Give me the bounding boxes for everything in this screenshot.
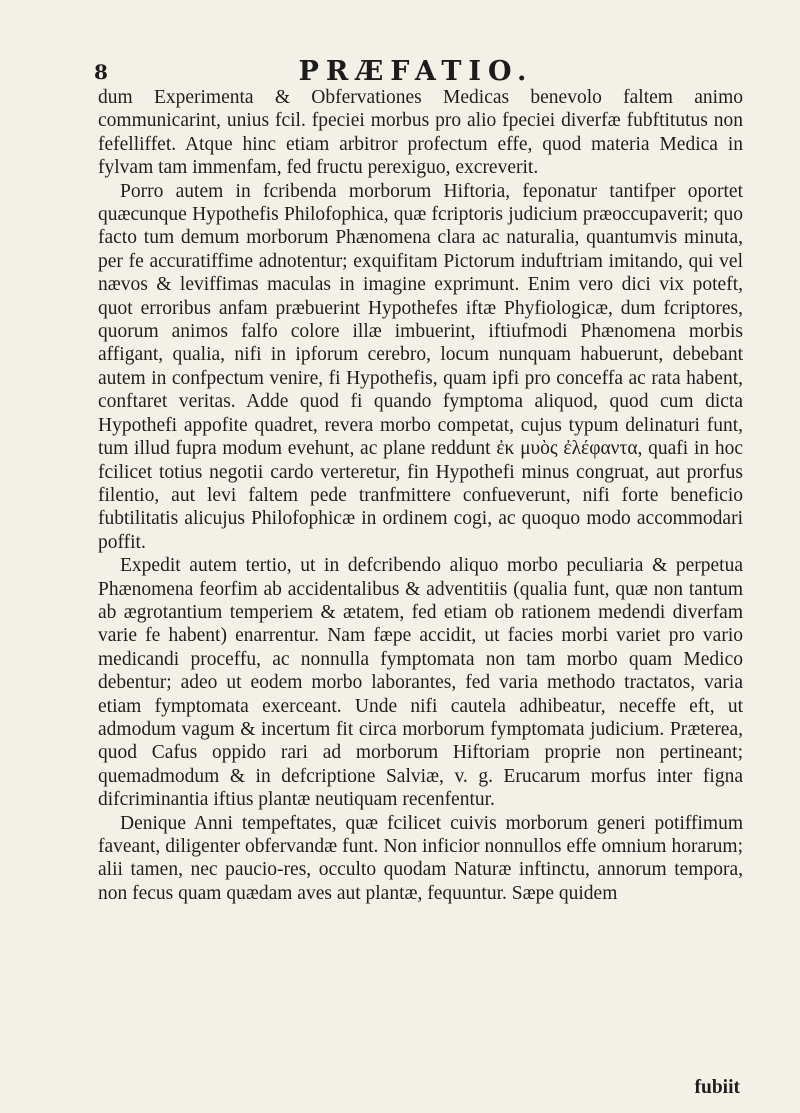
page-number: 8 xyxy=(94,60,108,84)
paragraph: Expedit autem tertio, ut in defcribendo aliquo morbo peculiaria & perpetua Phænomena feorfim ab accidentalibus & adventitiis (qualia funt, quæ non tantum ab ægrotantium temperiem & ætatem, fed etiam ob rationem medendi diverfam varie fe habent) enarrentur. Nam fæpe accidit, ut facies morbi variet pro vario medicandi proceffu, ac nonnulla fymptomata non tam morbo quam Medico debentur; adeo ut eodem morbo laborantes, fed varia methodo tractatos, varia etiam fymptomata exerceant. Unde nifi cautela adhibeatur, neceffe eft, ut admodum vagum & incertum fit circa morborum fymptomata judicium. Præterea, quod Cafus oppido rari ad morborum Hiftoriam proprie non pertineant; quemadmodum & in defcriptione Salviæ, v. g. Erucarum morfus inter figna difcriminantia iftius plantæ neutiquam recenfentur. xyxy=(98,555,743,811)
catchword: fubiit xyxy=(694,1077,740,1098)
body-text xyxy=(98,86,743,905)
running-head: PRÆFATIO. xyxy=(298,56,534,87)
paragraph: Porro autem in fcribenda morborum Hiftoria, feponatur tantifper oportet quæcunque Hypothefis Philofophica, quæ fcriptoris judicium præoccupaverit; quo facto tum demum morborum Phænomena clara ac naturalia, quantumvis minuta, per fe accuratiffime adnotentur; exquifitam Pictorum induftriam imitando, qui vel nævos & leviffimas maculas in imagine exprimunt. Enim vero dici vix poteft, quot erroribus anfam præbuerint Hypothefes iftæ Phyfiologicæ, dum fcriptores, quorum animos falfo colore illæ imbuerint, iftiufmodi Phænomena morbis affigant, qualia, nifi in ipforum cerebro, locum nunquam habuerunt, debebant autem in confpectum venire, fi Hypothefis, quam ipfi pro conceffa ac rata habent, conftaret veritas. Adde quod fi quando fymptoma aliquod, quod cum dicta Hypothefi appofite quadret, revera morbo competat, cujus typum delinaturi funt, tum illud fupra modum evehunt, ac plane reddunt ἐκ μυὸς ἐλέφαντα, quafi in hoc fcilicet totius negotii cardo verteretur, fin Hypothefi minus congruat, aut prorfus filentio, aut levi faltem pede tranfmittere confueverunt, nifi forte beneficio fubtilitatis alicujus Philofophicæ in ordinem cogi, ac quoquo modo accommodari poffit. xyxy=(98,180,743,553)
paragraph: dum Experimenta & Obfervationes Medicas benevolo faltem animo communicarint, unius fcil. fpeciei morbus pro alio fpeciei diverfæ fubftitutus non fefelliffet. Atque hinc etiam arbitror profectum effe, quod materia Medica in fylvam tam immenfam, fed fructu perexiguo, excreverit. xyxy=(98,87,743,179)
paragraph: Denique Anni tempeftates, quæ fcilicet cuivis morborum generi potiffimum faveant, diligenter obfervandæ funt. Non inficior nonnullos effe omnium horarum; alii tamen, nec paucio-res, occulto quodam Naturæ inftinctu, annorum tempora, non fecus quam quædam aves aut plantæ, fequuntur. Sæpe quidem xyxy=(98,812,743,904)
